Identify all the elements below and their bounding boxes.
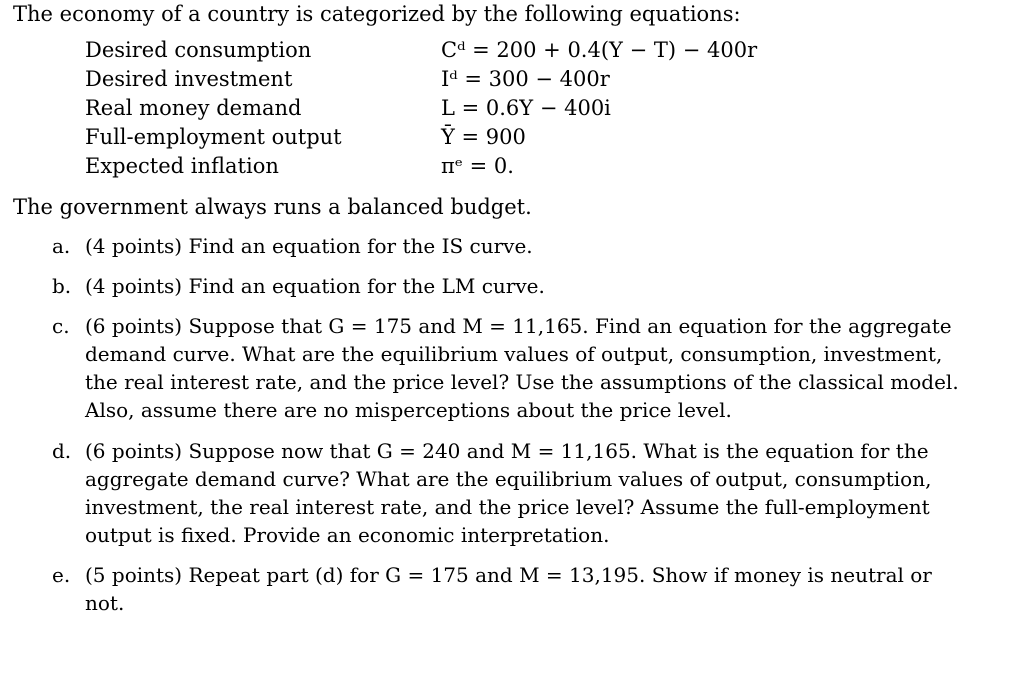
question-line: Also, assume there are no misperceptions about the price level. — [85, 398, 732, 422]
definition-label: Desired consumption — [85, 38, 312, 62]
question-letter: d. — [52, 439, 72, 463]
question-line: output is fixed. Provide an economic interpretation. — [85, 523, 610, 547]
question-line: (5 points) Repeat part (d) for G = 175 and M = 13,195. Show if money is neutral or — [85, 563, 932, 587]
definition-label: Real money demand — [85, 96, 302, 120]
question-letter: a. — [52, 234, 71, 258]
definition-equation: πᵉ = 0. — [441, 154, 514, 178]
question-body — [85, 312, 965, 424]
question-line: (6 points) Suppose that G = 175 and M = 11,165. Find an equation for the aggregate — [85, 314, 952, 338]
question-letter: c. — [52, 314, 70, 338]
definition-equation: Cᵈ = 200 + 0.4(Y − T) − 400r — [441, 38, 758, 62]
definition-equation: Iᵈ = 300 − 400r — [441, 67, 610, 91]
question-line: demand curve. What are the equilibrium values of output, consumption, investment, — [85, 342, 943, 366]
definition-label: Full-employment output — [85, 125, 342, 149]
question-body — [85, 272, 965, 300]
question-letter: b. — [52, 274, 72, 298]
intro-text: The economy of a country is categorized by the following equations: — [13, 2, 741, 26]
question-line: aggregate demand curve? What are the equilibrium values of output, consumption, — [85, 467, 932, 491]
budget-statement: The government always runs a balanced budget. — [13, 195, 532, 219]
question-letter: e. — [52, 563, 71, 587]
question-body — [85, 561, 965, 617]
question-line: (6 points) Suppose now that G = 240 and M = 11,165. What is the equation for the — [85, 439, 929, 463]
question-line: not. — [85, 591, 125, 615]
definition-equation: Ȳ = 900 — [441, 125, 526, 149]
question-line: (4 points) Find an equation for the IS curve. — [85, 234, 533, 258]
definition-equation: L = 0.6Y − 400i — [441, 96, 611, 120]
question-line: (4 points) Find an equation for the LM curve. — [85, 274, 545, 298]
definition-label: Desired investment — [85, 67, 293, 91]
question-body — [85, 232, 965, 260]
definition-label: Expected inflation — [85, 154, 279, 178]
question-line: investment, the real interest rate, and the price level? Assume the full-employment — [85, 495, 930, 519]
question-body — [85, 437, 965, 549]
question-line: the real interest rate, and the price level? Use the assumptions of the classical model. — [85, 370, 959, 394]
